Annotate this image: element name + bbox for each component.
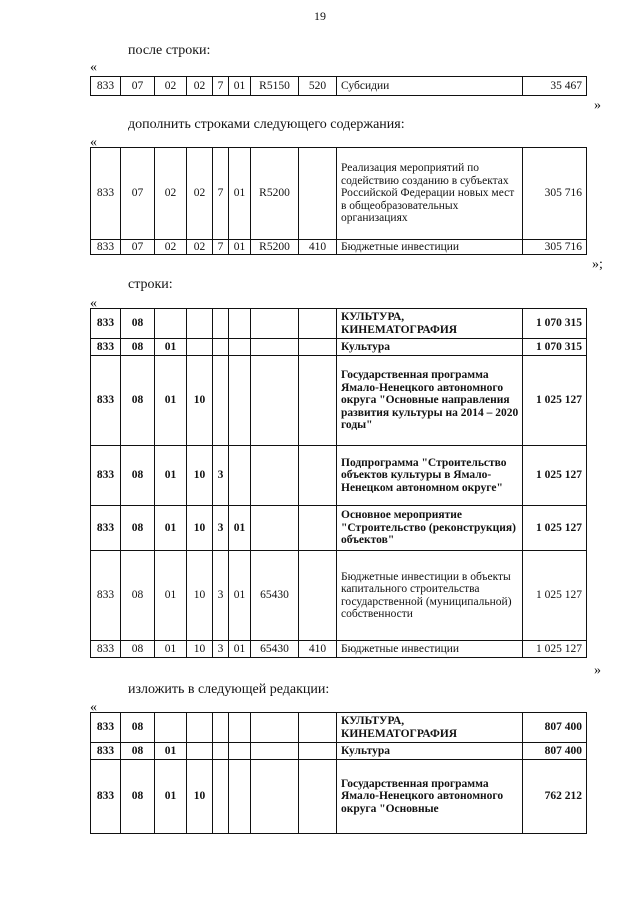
open-quote: « bbox=[90, 135, 97, 150]
code-pr: 01 bbox=[155, 339, 187, 356]
code-pr: 02 bbox=[155, 240, 187, 255]
code-subprogram bbox=[213, 743, 229, 760]
code-direction: 65430 bbox=[251, 641, 299, 658]
code-gv: 833 bbox=[91, 339, 121, 356]
row-name: Бюджетные инвестиции в объекты капитального строительства государственной (муниципальной) собственности bbox=[337, 551, 523, 641]
table-row bbox=[91, 506, 587, 551]
row-amount: 1 025 127 bbox=[523, 551, 587, 641]
code-gv: 833 bbox=[91, 760, 121, 834]
code-rz: 07 bbox=[121, 240, 155, 255]
row-name: Бюджетные инвестиции bbox=[337, 240, 523, 255]
code-vr bbox=[299, 743, 337, 760]
page-number: 19 bbox=[314, 9, 326, 23]
code-direction: R5150 bbox=[251, 77, 299, 96]
code-vr: 410 bbox=[299, 240, 337, 255]
code-vr bbox=[299, 506, 337, 551]
row-name: Подпрограмма "Строительство объектов культуры в Ямало-Ненецком автономном округе" bbox=[337, 446, 523, 506]
code-subprogram: 3 bbox=[213, 551, 229, 641]
close-quote: » bbox=[594, 663, 601, 678]
row-amount: 1 025 127 bbox=[523, 356, 587, 446]
code-pr: 02 bbox=[155, 77, 187, 96]
table-row bbox=[91, 551, 587, 641]
close-quote: » bbox=[594, 98, 601, 113]
code-direction bbox=[251, 506, 299, 551]
code-gv: 833 bbox=[91, 77, 121, 96]
code-pr: 02 bbox=[155, 148, 187, 240]
code-rz: 08 bbox=[121, 641, 155, 658]
open-quote: « bbox=[90, 60, 97, 75]
code-rz: 08 bbox=[121, 309, 155, 339]
code-subprogram: 3 bbox=[213, 506, 229, 551]
code-direction bbox=[251, 743, 299, 760]
table-row bbox=[91, 641, 587, 658]
intro-new-edition: изложить в следующей редакции: bbox=[128, 682, 330, 697]
row-amount: 305 716 bbox=[523, 240, 587, 255]
code-vr: 520 bbox=[299, 77, 337, 96]
code-subprogram bbox=[213, 760, 229, 834]
table-row bbox=[91, 240, 587, 255]
code-vr bbox=[299, 446, 337, 506]
code-vr bbox=[299, 760, 337, 834]
code-pr: 01 bbox=[155, 551, 187, 641]
row-amount: 807 400 bbox=[523, 713, 587, 743]
code-program bbox=[187, 339, 213, 356]
table-row bbox=[91, 309, 587, 339]
table-row bbox=[91, 743, 587, 760]
row-amount: 762 212 bbox=[523, 760, 587, 834]
code-vr bbox=[299, 713, 337, 743]
code-direction bbox=[251, 356, 299, 446]
code-rz: 08 bbox=[121, 713, 155, 743]
code-vr bbox=[299, 551, 337, 641]
code-subprogram bbox=[213, 713, 229, 743]
code-gv: 833 bbox=[91, 356, 121, 446]
code-pr: 01 bbox=[155, 743, 187, 760]
row-name: Основное мероприятие "Строительство (реконструкция) объектов" bbox=[337, 506, 523, 551]
code-pr bbox=[155, 713, 187, 743]
table-row bbox=[91, 339, 587, 356]
code-gv: 833 bbox=[91, 148, 121, 240]
code-subprogram bbox=[213, 356, 229, 446]
table-row bbox=[91, 77, 587, 96]
row-amount: 35 467 bbox=[523, 77, 587, 96]
code-subprogram: 7 bbox=[213, 77, 229, 96]
code-direction bbox=[251, 446, 299, 506]
code-program: 10 bbox=[187, 356, 213, 446]
code-gv: 833 bbox=[91, 713, 121, 743]
code-gv: 833 bbox=[91, 641, 121, 658]
code-rz: 08 bbox=[121, 446, 155, 506]
code-vr bbox=[299, 148, 337, 240]
code-vr bbox=[299, 356, 337, 446]
code-event bbox=[229, 339, 251, 356]
intro-rows: строки: bbox=[128, 277, 173, 292]
code-program: 10 bbox=[187, 506, 213, 551]
code-subprogram: 3 bbox=[213, 446, 229, 506]
code-direction: R5200 bbox=[251, 240, 299, 255]
code-gv: 833 bbox=[91, 309, 121, 339]
code-program: 02 bbox=[187, 148, 213, 240]
code-direction: R5200 bbox=[251, 148, 299, 240]
code-rz: 08 bbox=[121, 551, 155, 641]
code-subprogram: 7 bbox=[213, 240, 229, 255]
code-rz: 08 bbox=[121, 506, 155, 551]
code-rz: 08 bbox=[121, 356, 155, 446]
code-direction bbox=[251, 713, 299, 743]
row-name: КУЛЬТУРА, КИНЕМАТОГРАФИЯ bbox=[337, 309, 523, 339]
code-rz: 07 bbox=[121, 148, 155, 240]
code-rz: 08 bbox=[121, 339, 155, 356]
code-pr: 01 bbox=[155, 356, 187, 446]
code-gv: 833 bbox=[91, 551, 121, 641]
close-quote: »; bbox=[592, 257, 603, 272]
table-row bbox=[91, 760, 587, 834]
row-amount: 1 070 315 bbox=[523, 339, 587, 356]
budget-table-after bbox=[90, 76, 587, 96]
code-event: 01 bbox=[229, 148, 251, 240]
code-event: 01 bbox=[229, 506, 251, 551]
code-vr: 410 bbox=[299, 641, 337, 658]
row-amount: 1 025 127 bbox=[523, 446, 587, 506]
table-row bbox=[91, 356, 587, 446]
code-program bbox=[187, 713, 213, 743]
budget-table-new bbox=[90, 712, 587, 834]
code-program: 10 bbox=[187, 760, 213, 834]
code-event bbox=[229, 743, 251, 760]
table-row bbox=[91, 148, 587, 240]
code-gv: 833 bbox=[91, 743, 121, 760]
code-program: 10 bbox=[187, 641, 213, 658]
table-row bbox=[91, 713, 587, 743]
code-rz: 08 bbox=[121, 743, 155, 760]
budget-table-old bbox=[90, 308, 587, 658]
intro-after-row: после строки: bbox=[128, 43, 211, 58]
row-name: Государственная программа Ямало-Ненецкого автономного округа "Основные направления развития культуры на 2014 – 2020 годы" bbox=[337, 356, 523, 446]
table-row bbox=[91, 446, 587, 506]
code-event: 01 bbox=[229, 240, 251, 255]
code-pr: 01 bbox=[155, 760, 187, 834]
intro-add-rows: дополнить строками следующего содержания: bbox=[128, 117, 405, 132]
code-gv: 833 bbox=[91, 506, 121, 551]
code-rz: 07 bbox=[121, 77, 155, 96]
row-name: Субсидии bbox=[337, 77, 523, 96]
row-amount: 1 025 127 bbox=[523, 506, 587, 551]
row-amount: 305 716 bbox=[523, 148, 587, 240]
code-program: 02 bbox=[187, 240, 213, 255]
code-pr: 01 bbox=[155, 641, 187, 658]
code-event bbox=[229, 446, 251, 506]
code-program: 02 bbox=[187, 77, 213, 96]
code-gv: 833 bbox=[91, 446, 121, 506]
row-name: Культура bbox=[337, 339, 523, 356]
code-direction: 65430 bbox=[251, 551, 299, 641]
code-program bbox=[187, 743, 213, 760]
code-direction bbox=[251, 760, 299, 834]
code-direction bbox=[251, 339, 299, 356]
code-program: 10 bbox=[187, 551, 213, 641]
open-quote: « bbox=[90, 700, 97, 715]
code-event: 01 bbox=[229, 77, 251, 96]
code-program bbox=[187, 309, 213, 339]
row-name: КУЛЬТУРА, КИНЕМАТОГРАФИЯ bbox=[337, 713, 523, 743]
code-subprogram bbox=[213, 309, 229, 339]
code-subprogram bbox=[213, 339, 229, 356]
code-subprogram: 3 bbox=[213, 641, 229, 658]
row-name: Реализация мероприятий по содействию созданию в субъектах Российской Федерации новых мест в общеобразовательных организациях bbox=[337, 148, 523, 240]
code-event: 01 bbox=[229, 551, 251, 641]
code-pr: 01 bbox=[155, 506, 187, 551]
row-name: Бюджетные инвестиции bbox=[337, 641, 523, 658]
code-pr: 01 bbox=[155, 446, 187, 506]
code-pr bbox=[155, 309, 187, 339]
open-quote: « bbox=[90, 296, 97, 311]
row-amount: 1 025 127 bbox=[523, 641, 587, 658]
row-name: Государственная программа Ямало-Ненецкого автономного округа "Основные bbox=[337, 760, 523, 834]
code-event bbox=[229, 760, 251, 834]
budget-table-added bbox=[90, 147, 587, 255]
code-event bbox=[229, 309, 251, 339]
code-subprogram: 7 bbox=[213, 148, 229, 240]
code-event bbox=[229, 713, 251, 743]
code-program: 10 bbox=[187, 446, 213, 506]
code-rz: 08 bbox=[121, 760, 155, 834]
code-direction bbox=[251, 309, 299, 339]
code-event: 01 bbox=[229, 641, 251, 658]
code-gv: 833 bbox=[91, 240, 121, 255]
code-vr bbox=[299, 339, 337, 356]
row-name: Культура bbox=[337, 743, 523, 760]
row-amount: 807 400 bbox=[523, 743, 587, 760]
code-vr bbox=[299, 309, 337, 339]
row-amount: 1 070 315 bbox=[523, 309, 587, 339]
code-event bbox=[229, 356, 251, 446]
